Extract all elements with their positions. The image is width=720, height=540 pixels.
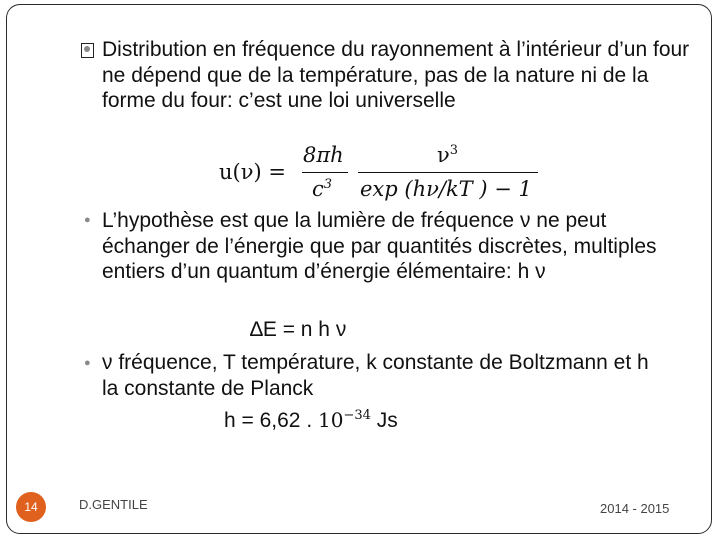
paragraph-definitions: ν fréquence, T température, k constante de Boltzmann et h la constante de Planck — [102, 351, 649, 400]
bullet-dot-icon: ● — [84, 214, 91, 226]
footer-years: 2014 - 2015 — [600, 501, 670, 516]
footer-author: D.GENTILE — [79, 497, 148, 512]
paragraph-universal-law: Distribution en fréquence du rayonnement à l’intérieur d’un four ne dépend que de la température, pas de la nature ni de la forme du four: c’est une loi universelle — [102, 38, 690, 112]
planck-constant-value: h = 6,62 . $10^{-34}$ Js — [224, 408, 398, 432]
formula-lhs: u(ν) = — [219, 160, 286, 184]
formula-num2: $\nu^3$ — [437, 143, 459, 167]
bullet-dot-icon: ● — [84, 357, 91, 369]
formula-den1: $c^3$ — [312, 177, 333, 201]
formula-den2: exp (hν/kT ) − 1 — [360, 177, 532, 201]
fraction-bar-2 — [358, 172, 538, 173]
formula-num1: 8πh — [303, 143, 344, 167]
equation-delta-e: ∆E = n h ν — [250, 318, 347, 341]
fraction-bar-1 — [302, 172, 348, 173]
bullet-dot-icon — [84, 46, 90, 52]
paragraph-hypothesis: L’hypothèse est que la lumière de fréquence ν ne peut échanger de l’énergie que par quantités discrètes, multiples entiers d’un quantum d’énergie élémentaire: h ν — [102, 209, 657, 283]
page-number-badge: 14 — [16, 492, 46, 522]
